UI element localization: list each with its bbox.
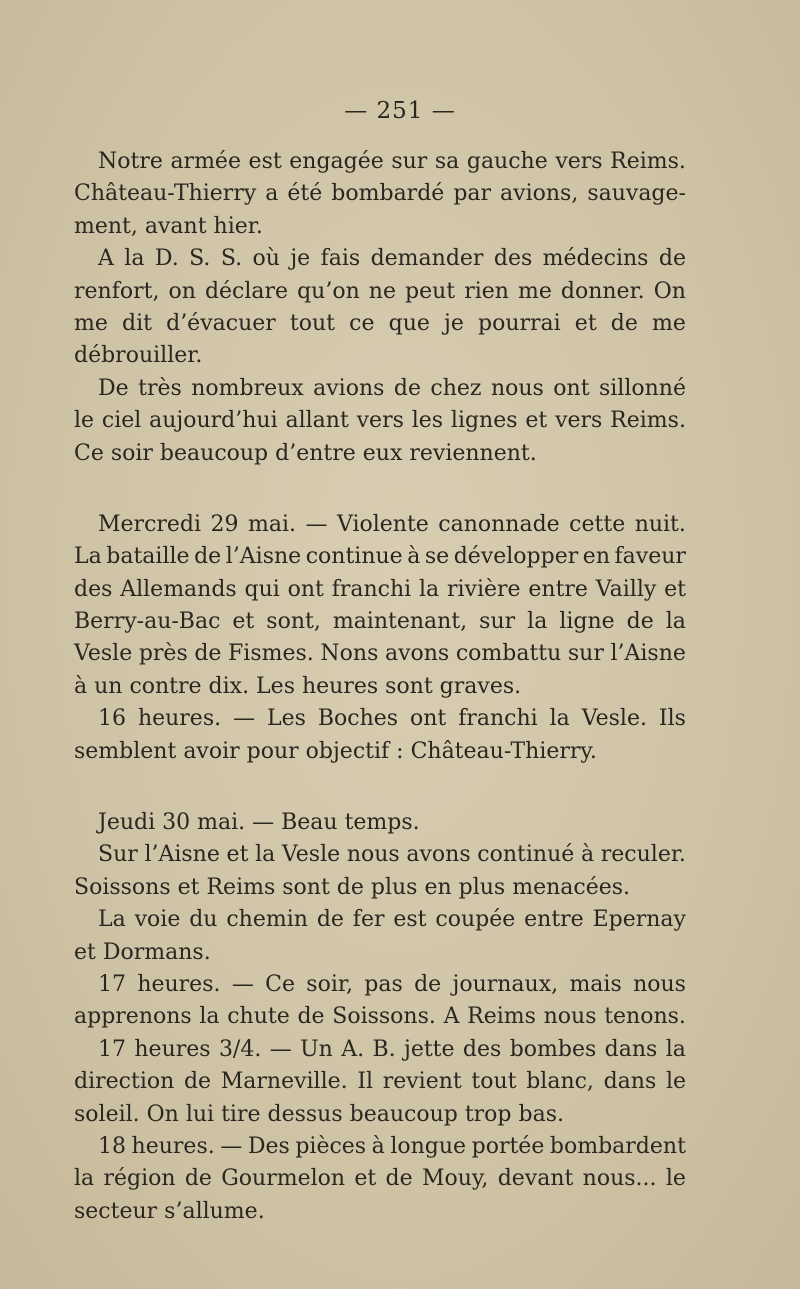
text-line: 18 heures. — Des pièces à longue portée bombardent (98, 1133, 686, 1159)
text-line: 17 heures. — Ce soir, pas de journaux, mais nous (98, 971, 686, 997)
text-line: secteur s’allume. (74, 1198, 265, 1224)
text-line: soleil. On lui tire dessus beaucoup trop bas. (74, 1101, 564, 1127)
text-line: Notre armée est engagée sur sa gauche vers Reims. (98, 149, 686, 174)
text-line: La voie du chemin de fer est coupée entre Epernay (98, 907, 686, 933)
text-line: la région de Gourmelon et de Mouy, devant nous... le (74, 1166, 686, 1192)
text-line: Soissons et Reims sont de plus en plus menacées. (74, 874, 631, 900)
dated-entry-heading: Jeudi 30 mai. — Beau temps. (98, 810, 420, 836)
dated-entry-heading: Mercredi 29 mai. — Violente canonnade cette nuit. (98, 511, 686, 537)
text-line: et Dormans. (74, 939, 211, 965)
text-line: me dit d’évacuer tout ce que je pourrai et de me (74, 310, 686, 336)
text-line: Château-Thierry a été bombardé par avions, sauvage- (74, 181, 686, 207)
text-line: débrouiller. (74, 343, 203, 369)
text-line: Berry-au-Bac et sont, maintenant, sur la ligne de la (74, 609, 686, 635)
text-line: Sur l’Aisne et la Vesle nous avons continué à reculer. (98, 842, 686, 868)
text-line: La bataille de l’Aisne continue à se développer en faveur (74, 544, 686, 570)
text-line: ment, avant hier. (74, 213, 263, 239)
text-line: semblent avoir pour objectif : Château-Thierry. (74, 738, 597, 764)
text-line: apprenons la chute de Soissons. A Reims nous tenons. (74, 1004, 686, 1030)
text-line: à un contre dix. Les heures sont graves. (74, 673, 522, 699)
text-line: Ce soir beaucoup d’entre eux reviennent. (74, 440, 537, 466)
page-body (74, 146, 686, 1228)
text-line: 16 heures. — Les Boches ont franchi la Vesle. Ils (98, 706, 686, 732)
text-line: 17 heures 3/4. — Un A. B. jette des bombes dans la (98, 1036, 686, 1062)
text-line: Vesle près de Fismes. Nons avons combattu sur l’Aisne (74, 641, 686, 667)
text-line: direction de Marneville. Il revient tout blanc, dans le (74, 1069, 686, 1095)
text-line: des Allemands qui ont franchi la rivière entre Vailly et (74, 576, 686, 602)
text-line: renfort, on déclare qu’on ne peut rien me donner. On (74, 278, 686, 304)
text-line: A la D. S. S. où je fais demander des médecins de (98, 246, 686, 272)
text-line: le ciel aujourd’hui allant vers les lignes et vers Reims. (74, 408, 686, 434)
text-line: De très nombreux avions de chez nous ont sillonné (98, 375, 686, 401)
page-number: — 251 — (344, 98, 456, 124)
